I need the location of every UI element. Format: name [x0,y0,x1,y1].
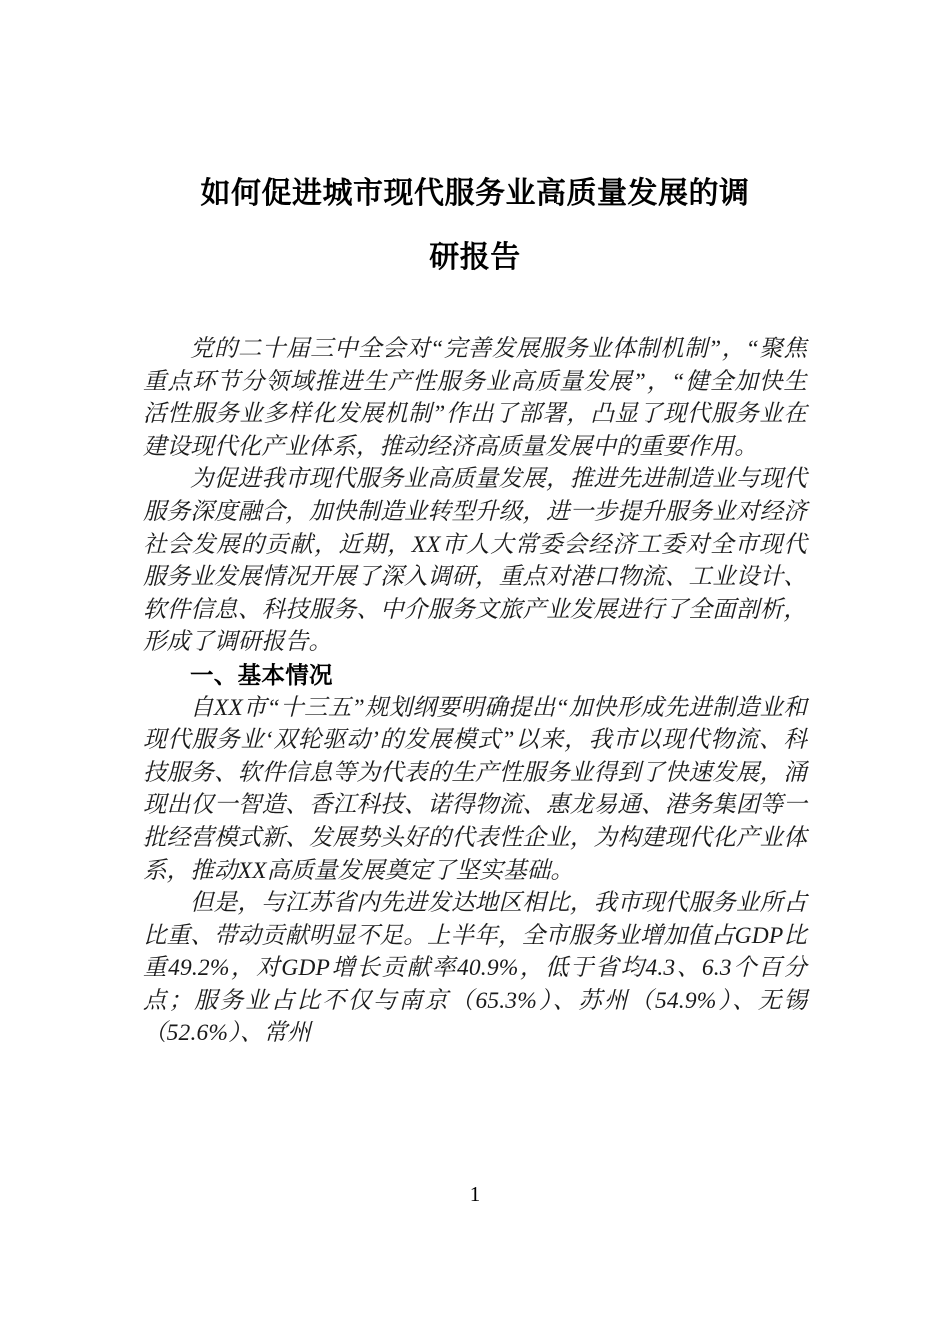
document-body [143,333,807,1050]
page-content [143,0,807,1050]
body-paragraph: 为促进我市现代服务业高质量发展，推进先进制造业与现代服务深度融合，加快制造业转型升级，进一步提升服务业对经济社会发展的贡献，近期，XX市人大常委会经济工委对全市现代服务业发展情况开展了深入调研，重点对港口物流、工业设计、软件信息、科技服务、中介服务文旅产业发展进行了全面剖析，形成了调研报告。 [143,466,807,656]
page-title-line-1: 如何促进城市现代服务业高质量发展的调 [200,177,750,210]
body-paragraph: 党的二十届三中全会对“完善发展服务业体制机制”，“聚焦重点环节分领域推进生产性服务业高质量发展”，“健全加快生活性服务业多样化发展机制”作出了部署，凸显了现代服务业在建设现代化产业体系，推动经济高质量发展中的重要作用。 [143,336,807,460]
body-paragraph: 自XX市“十三五”规划纲要明确提出“加快形成先进制造业和现代服务业‘双轮驱动’的发展模式”以来，我市以现代物流、科技服务、软件信息等为代表的生产性服务业得到了快速发展，涌现出仅一智造、香江科技、诺得物流、惠龙易通、港务集团等一批经营模式新、发展势头好的代表性企业，为构建现代化产业体系，推动XX高质量发展奠定了坚实基础。 [143,694,807,884]
page-title-line-2: 研报告 [429,241,521,274]
section-heading: 一、基本情况 [190,661,333,688]
page-number: 1 [469,1182,481,1206]
body-paragraph: 但是，与江苏省内先进发达地区相比，我市现代服务业所占比重、带动贡献明显不足。上半年，全市服务业增加值占GDP比重49.2%，对GDP增长贡献率40.9%，低于省均4.3、6.3个百分点；服务业占比不仅与南京（65.3%）、苏州（54.9%）、无锡（52.6%）、常州 [143,890,807,1047]
page-title [143,0,807,290]
